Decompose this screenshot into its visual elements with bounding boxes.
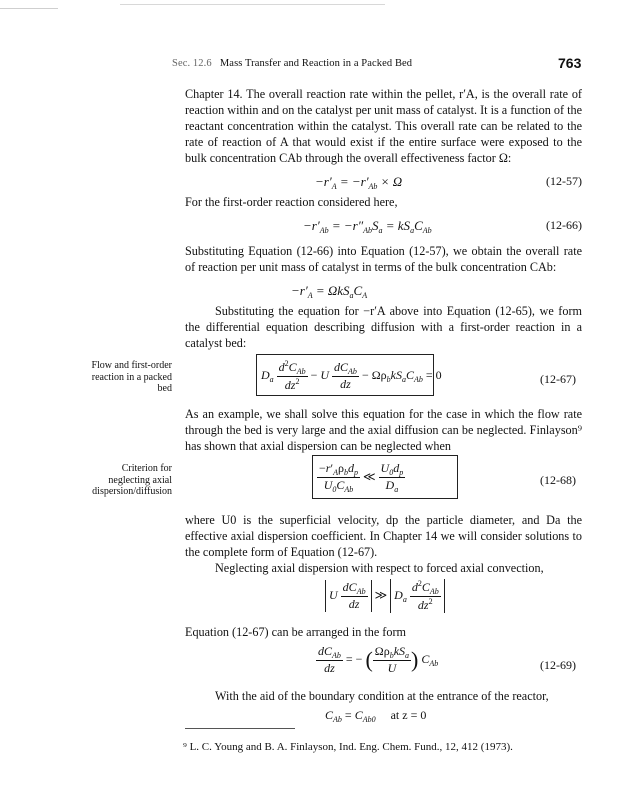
boundary-condition: $C_{Ab} = C_{Ab0}$ at z = 0 [325, 708, 427, 724]
equation-number-12-68: (12-68) [540, 473, 576, 487]
equation-number: (12-66) [546, 218, 582, 232]
paragraph-9: With the aid of the boundary condition at the entrance of the reactor, [215, 689, 549, 703]
equation-12-69: $\frac{dC_{Ab}}{dz}$ = − ( $\frac{\Omega\rho_bkS_a}{U}$ ) $C_{Ab}$ [318, 644, 439, 675]
paragraph-2: For the first-order reaction considered here, [185, 195, 398, 209]
footnote: ⁹ L. C. Young and B. A. Finlayson, Ind. Eng. Chem. Fund., 12, 412 (1973). [183, 741, 513, 753]
paragraph-4: Substituting the equation for −r′A above into Equation (12-65), we form the differential equation describing diffusion with a first-order reaction in a catalyst bed: [185, 304, 582, 350]
margin-note-criterion: Criterion for neglecting axial dispersion/diffusion [92, 463, 172, 497]
much-greater-symbol: ≫ [374, 587, 388, 602]
scan-line [0, 8, 58, 9]
section-title: Mass Transfer and Reaction in a Packed Bed [219, 58, 413, 69]
equation-12-57: $-r'_A = -r'_{Ab} \times \Omega$ (12-57) [315, 174, 582, 191]
section-number: Sec. 12.6 [172, 58, 212, 69]
paragraph-8: Equation (12-67) can be arranged in the form [185, 625, 406, 639]
equation-12-66: $-r'_{Ab} = -r''_{Ab}S_a = kS_aC_{Ab}$ (12-66) [303, 218, 582, 235]
equation-number: (12-57) [546, 174, 582, 188]
paragraph-3: Substituting Equation (12-66) into Equation (12-57), we obtain the overall rate of reaction per unit mass of catalyst in terms of the bulk concentration CAb: [185, 244, 582, 274]
equation-overall-rate: $-r'_A = \Omega kS_aC_A$ [291, 283, 368, 300]
running-header [172, 58, 412, 69]
boundary-condition-location: at z = 0 [390, 708, 427, 722]
paragraph-7: Neglecting axial dispersion with respect to forced axial convection, [215, 561, 544, 575]
paragraph-5: As an example, we shall solve this equation for the case in which the flow rate through the bed is very large and the axial diffusion can be neglected. Finlayson⁹ has shown that axial dispersion can be neglected when [185, 407, 582, 453]
inequality-convection: U $\frac{dC_{Ab}}{dz}$ ≫ $D_a$ $\frac{d^2C_{Ab}}{dz^2}$ [325, 579, 471, 619]
equation-12-68-box: $\frac{-r'_A\rho_bd_p}{U_0C_{Ab}}$ ≪ $\frac{U_0d_p}{D_a}$ [312, 455, 458, 499]
equation-number-12-69: (12-69) [540, 658, 576, 672]
margin-note-flow: Flow and first-order reaction in a packed bed [91, 360, 172, 394]
page-number: 763 [558, 55, 582, 71]
paragraph-1: Chapter 14. The overall reaction rate within the pellet, r′A, is the overall rate of reaction within and on the catalyst per unit mass of catalyst. It is a function of the reactant concentration within the catalyst. This overall rate can be related to the rate of reaction of A that would exist if the entire surface were exposed to the bulk concentration CAb through the overall effectiveness factor Ω: [185, 87, 582, 165]
paragraph-6: where U0 is the superficial velocity, dp the particle diameter, and Da the effective axial dispersion coefficient. In Chapter 14 we will consider solutions to the complete form of Equation (12-67). [185, 513, 582, 559]
scan-line [120, 4, 385, 5]
equation-12-67-box: $D_a$ $\frac{d^2C_{Ab}}{dz^2}$ − U $\frac{dC_{Ab}}{dz}$ − $\Omega\rho_bkS_aC_{Ab} = 0$ [256, 354, 434, 396]
footnote-rule [185, 728, 295, 729]
equation-number-12-67: (12-67) [540, 372, 576, 386]
